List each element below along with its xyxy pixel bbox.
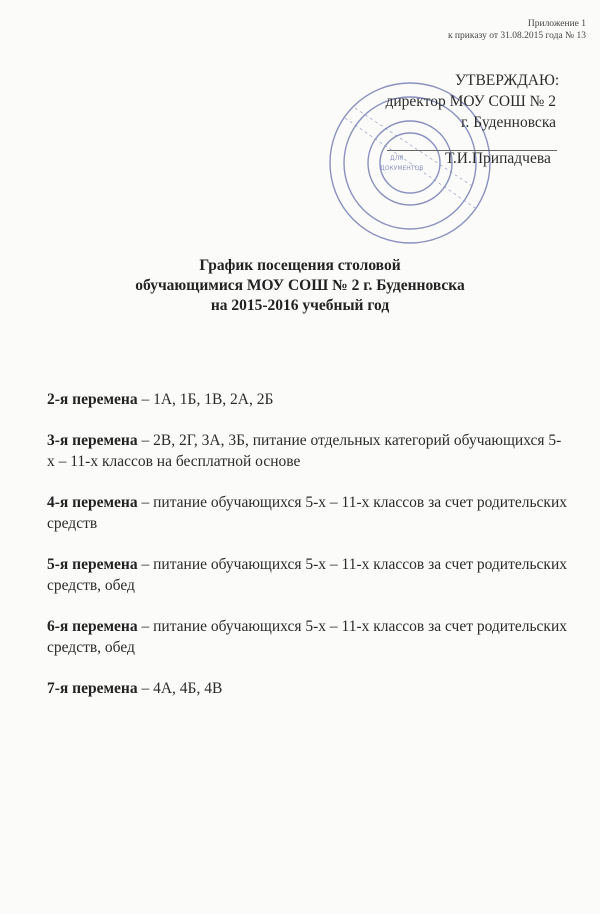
break-name: 2-я перемена — [47, 391, 138, 408]
approver-name: Т.И.Припадчева — [445, 150, 551, 167]
approval-title: УТВЕРЖДАЮ: — [455, 72, 560, 89]
break-details: – 1А, 1Б, 1В, 2А, 2Б — [137, 391, 274, 408]
heading-line-1: График посещения столовой — [199, 257, 401, 274]
break-details: – питание обучающихся 5-х – 11-х классов за счет родительских средств, обед — [47, 556, 567, 594]
break-schedule — [47, 389, 567, 719]
approval-city: г. Буденновска — [460, 114, 556, 131]
schedule-item — [47, 492, 567, 534]
schedule-item — [47, 554, 567, 596]
break-details: – 2В, 2Г, 3А, 3Б, питание отдельных категорий обучающихся 5-х – 11-х классов на бесплатной основе — [47, 432, 562, 470]
heading-line-2: обучающимися МОУ СОШ № 2 г. Буденновска — [135, 277, 465, 294]
approval-block — [380, 70, 590, 133]
break-name: 5-я перемена — [47, 556, 138, 573]
break-details: – 4А, 4Б, 4В — [137, 680, 223, 697]
break-name: 4-я перемена — [47, 494, 138, 511]
schedule-item — [47, 616, 567, 658]
break-name: 3-я перемена — [47, 432, 138, 449]
svg-text:ДОКУМЕНТОВ: ДОКУМЕНТОВ — [380, 165, 424, 172]
schedule-item — [47, 389, 567, 410]
annex-reference — [448, 18, 586, 42]
break-name: 6-я перемена — [47, 618, 138, 635]
schedule-item — [47, 430, 567, 472]
schedule-item — [47, 678, 567, 699]
svg-text:ДЛЯ: ДЛЯ — [390, 155, 404, 162]
break-name: 7-я перемена — [47, 680, 138, 697]
heading-line-3: на 2015-2016 учебный год — [210, 297, 390, 314]
break-details: – питание обучающихся 5-х – 11-х классов за счет родительских средств, обед — [47, 618, 567, 656]
approval-position: директор МОУ СОШ № 2 — [385, 93, 556, 110]
break-details: – питание обучающихся 5-х – 11-х классов за счет родительских средств — [47, 494, 567, 532]
document-heading — [0, 256, 600, 316]
annex-number: Приложение 1 — [527, 19, 586, 29]
annex-order: к приказу от 31.08.2015 года № 13 — [447, 31, 586, 41]
